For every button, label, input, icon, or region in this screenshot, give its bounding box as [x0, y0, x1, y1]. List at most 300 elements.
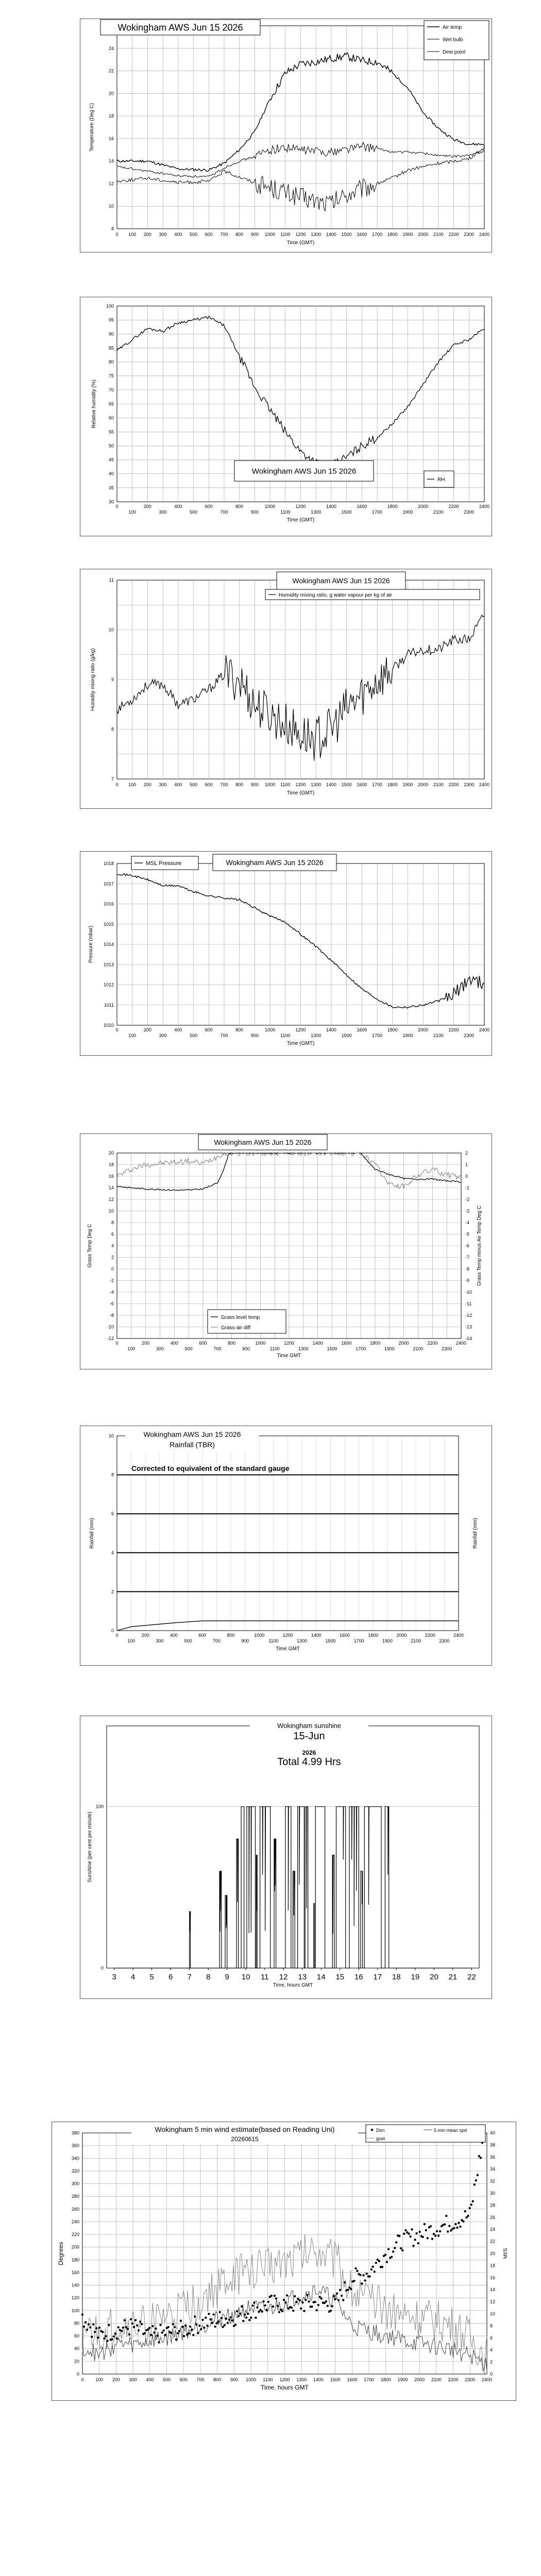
wind-series-dirn-point — [408, 2232, 410, 2234]
wind-series-dirn-point — [298, 2299, 300, 2301]
wind-xtick: 1700 — [364, 2377, 375, 2382]
wind-xtick: 600 — [179, 2377, 188, 2382]
wind-series-dirn-point — [459, 2226, 461, 2228]
wind-series-dirn-point — [419, 2231, 421, 2233]
grass-ytick: 18 — [108, 1162, 114, 1167]
rh-ytick: 30 — [108, 499, 114, 504]
wind-series-dirn-point — [333, 2295, 335, 2297]
wind-series-dirn-point — [275, 2297, 277, 2299]
wind-series-dirn-point — [464, 2210, 466, 2212]
rain-xtick-top: 200 — [141, 1633, 149, 1638]
wind-series-dirn-point — [341, 2295, 343, 2297]
pres-xtick-top: 1000 — [265, 1027, 276, 1032]
grass-xlabel: Time GMT — [277, 1353, 301, 1359]
wind-series-dirn-point — [94, 2331, 96, 2333]
pres-xtick-bottom: 2300 — [464, 1033, 475, 1038]
wind-series-dirn-point — [295, 2301, 297, 2303]
wind-series-dirn-point — [177, 2332, 179, 2334]
wind-series-dirn-point — [86, 2329, 88, 2331]
wind-ytick-right: 36 — [490, 2154, 496, 2160]
wind-series-dirn-point — [189, 2326, 191, 2328]
wind-xtick: 1300 — [296, 2377, 307, 2382]
wind-series-dirn-point — [174, 2326, 176, 2328]
wind-series-dirn-point — [164, 2334, 166, 2336]
rh-ytick: 35 — [108, 485, 114, 490]
rh-xtick-top: 2400 — [479, 504, 490, 509]
rh-xtick-top: 1600 — [357, 504, 367, 509]
rain-ytick: 2 — [111, 1589, 114, 1595]
wind-series-dirn-point — [81, 2313, 83, 2315]
mixing-ratio-chart-panel — [80, 569, 492, 809]
sun-xtick: 6 — [168, 1973, 173, 1981]
wind-series-dirn-point — [206, 2325, 208, 2327]
rain-ytick: 0 — [111, 1628, 114, 1633]
mix-ytick: 7 — [111, 776, 114, 782]
grass-ytick-right: -9 — [465, 1278, 470, 1283]
wind-series-dirn-point — [314, 2301, 316, 2303]
sun-title: Wokingham sunshine — [277, 1722, 342, 1730]
wind-ytick-right: 28 — [490, 2202, 496, 2208]
wind-series-dirn-point — [414, 2239, 416, 2241]
wind-series-dirn-point — [153, 2331, 155, 2333]
wind-series-dirn-point — [331, 2305, 333, 2307]
pres-xtick-bottom: 1900 — [402, 1033, 413, 1038]
rh-xtick-top: 2000 — [418, 504, 429, 509]
grass-ytick: 20 — [108, 1150, 114, 1156]
temp-xtick: 1600 — [357, 232, 367, 237]
sun-ylabel: Sunshine (per cent per minute) — [87, 1811, 93, 1883]
pres-xtick-bottom: 1500 — [341, 1033, 352, 1038]
grass-xtick-top: 1800 — [369, 1341, 381, 1346]
wind-series-dirn-point — [198, 2325, 200, 2327]
pres-xtick-top: 800 — [235, 1027, 244, 1032]
wind-xtick: 200 — [112, 2377, 120, 2382]
pres-ytick: 1016 — [103, 901, 114, 907]
wind-ytick-right: 32 — [490, 2178, 496, 2184]
wind-series-dirn-point — [478, 2155, 480, 2157]
rain-xtick-top: 400 — [170, 1633, 178, 1638]
wind-ytick: 280 — [71, 2194, 79, 2199]
mix-title: Wokingham AWS Jun 15 2026 — [292, 576, 390, 585]
wind-ylabel-right: MI/S — [503, 2248, 509, 2259]
temp-xlabel: Time (GMT) — [286, 240, 315, 246]
wind-series-dirn-point — [239, 2313, 241, 2315]
wind-series-dirn-point — [292, 2310, 294, 2312]
wind-series-dirn-point — [180, 2320, 182, 2322]
wind-ytick-right: 20 — [490, 2251, 496, 2256]
grass-xtick-bottom: 100 — [127, 1346, 136, 1351]
pres-ytick: 1015 — [103, 921, 114, 927]
rain-xtick-bottom: 1300 — [297, 1638, 308, 1643]
wind-series-dirn-point — [458, 2222, 460, 2224]
mix-xtick: 2300 — [464, 782, 475, 787]
temp-xtick: 1500 — [341, 232, 352, 237]
rain-xtick-bottom: 900 — [241, 1638, 249, 1643]
grass-ytick-right: -12 — [465, 1313, 472, 1318]
pres-ytick: 1018 — [103, 861, 114, 866]
wind-series-dirn-point — [474, 2183, 476, 2185]
sun-xtick: 3 — [112, 1973, 116, 1981]
mix-xtick: 200 — [143, 782, 151, 787]
wind-subtitle: 20260615 — [231, 2136, 259, 2143]
wind-title: Wokingham 5 min wind estimate(based on Reading Uni) — [155, 2125, 335, 2133]
wind-series-dirn-point — [121, 2330, 123, 2332]
wind-ytick-right: 30 — [490, 2191, 496, 2196]
wind-series-dirn-point — [181, 2326, 183, 2328]
wind-series-dirn-point — [430, 2225, 432, 2227]
rh-xtick-top: 1800 — [387, 504, 398, 509]
wind-series-dirn-point — [241, 2306, 243, 2308]
wind-series-dirn-point — [125, 2326, 127, 2328]
wind-series-dirn-point — [339, 2289, 341, 2291]
wind-series-dirn-point — [403, 2233, 405, 2235]
rh-ytick: 55 — [108, 429, 114, 435]
wind-ytick: 40 — [74, 2346, 79, 2351]
wind-series-dirn-point — [424, 2223, 426, 2225]
wind-ytick: 240 — [71, 2219, 79, 2225]
wind-series-dirn-point — [191, 2329, 193, 2331]
pres-xtick-top: 600 — [205, 1027, 213, 1032]
wind-series-dirn-point — [238, 2315, 240, 2317]
sunshine-chart-panel — [80, 1716, 492, 1999]
wind-series-dirn-point — [91, 2336, 93, 2338]
temp-xtick: 800 — [235, 232, 244, 237]
wind-ytick: 340 — [71, 2156, 79, 2161]
pres-xtick-bottom: 500 — [190, 1033, 198, 1038]
temp-xtick: 1400 — [326, 232, 336, 237]
rh-xtick-top: 1400 — [326, 504, 336, 509]
grass-ytick-right: -14 — [465, 1336, 472, 1341]
mix-ytick: 10 — [108, 627, 114, 633]
wind-series-dirn-point — [350, 2288, 352, 2290]
temp-legend-label: Wet bulb — [443, 37, 463, 43]
sun-total: Total 4.99 Hrs — [277, 1756, 341, 1768]
wind-series-dirn-point — [103, 2337, 105, 2340]
wind-series-dirn-point — [188, 2332, 190, 2334]
mix-xtick: 2200 — [448, 782, 459, 787]
rainfall-chart-panel — [80, 1426, 492, 1666]
rh-ytick: 70 — [108, 387, 114, 393]
wind-legend-label: gust — [376, 2136, 385, 2141]
wind-series-dirn-point — [387, 2248, 390, 2250]
rh-xtick-top: 0 — [115, 504, 119, 509]
rh-ytick: 60 — [108, 415, 114, 421]
grass-xtick-top: 2200 — [427, 1341, 438, 1346]
grass-ytick: -6 — [109, 1301, 114, 1307]
rain-subtitle: Rainfall (TBR) — [170, 1440, 215, 1449]
wind-ytick: 380 — [71, 2130, 79, 2136]
rh-ytick: 85 — [108, 345, 114, 351]
wind-series-dirn-point — [172, 2323, 174, 2325]
wind-series-dirn-point — [437, 2234, 439, 2236]
rh-ytick: 75 — [108, 373, 114, 379]
wind-series-dirn-point — [148, 2327, 150, 2329]
rain-xtick-bottom: 1700 — [353, 1638, 364, 1643]
wind-series-dirn-point — [244, 2314, 246, 2316]
wind-series-dirn-point — [261, 2311, 263, 2313]
rh-xtick-bottom: 100 — [128, 510, 137, 515]
temp-ytick: 18 — [108, 113, 114, 119]
wind-series-dirn-point — [448, 2225, 450, 2227]
wind-series-dirn-point — [247, 2313, 249, 2315]
wind-series-dirn-point — [284, 2301, 286, 2303]
rh-ytick: 40 — [108, 471, 114, 477]
sun-xtick: 10 — [241, 1973, 250, 1981]
wind-series-dirn-point — [133, 2326, 135, 2328]
grass-xtick-top: 2400 — [455, 1341, 467, 1346]
mix-xtick: 800 — [235, 782, 244, 787]
pressure-chart — [80, 851, 492, 1056]
temp-xtick: 300 — [159, 232, 167, 237]
rh-ytick: 80 — [108, 359, 114, 365]
wind-xtick: 0 — [81, 2377, 84, 2382]
wind-xtick: 2000 — [414, 2377, 425, 2382]
temp-xtick: 200 — [143, 232, 151, 237]
mix-xtick: 1700 — [372, 782, 383, 787]
wind-series-dirn-point — [221, 2317, 223, 2319]
mix-xtick: 1000 — [265, 782, 276, 787]
wind-ylabel: Degrees — [57, 2242, 64, 2265]
grass-ytick-right: 0 — [465, 1174, 468, 1179]
rain-xtick-top: 1600 — [339, 1633, 350, 1638]
grass-ytick: -2 — [109, 1278, 114, 1283]
wind-series-dirn-point — [356, 2270, 358, 2272]
wind-ytick-right: 8 — [490, 2323, 493, 2329]
pres-legend-label: MSL Pressure — [146, 860, 182, 867]
rain-ylabel: Rainfall (mm) — [89, 1518, 95, 1549]
pres-xtick-top: 200 — [143, 1027, 151, 1032]
rain-xtick-top: 1200 — [282, 1633, 293, 1638]
rh-xlabel: Time (GMT) — [286, 517, 315, 523]
wind-ytick: 0 — [76, 2371, 79, 2377]
wind-series-dirn-point — [256, 2307, 258, 2309]
wind-ytick: 20 — [74, 2359, 79, 2364]
pres-title: Wokingham AWS Jun 15 2026 — [226, 858, 324, 867]
temp-legend-label: Dew point — [443, 49, 466, 55]
sun-xtick: 16 — [354, 1973, 363, 1981]
wind-series-dirn-point — [436, 2230, 438, 2232]
wind-series-dirn-point — [281, 2310, 283, 2312]
wind-series-dirn-point — [409, 2235, 411, 2238]
sun-xtick: 12 — [279, 1973, 288, 1981]
wind-series-dirn-point — [214, 2326, 216, 2328]
pres-xtick-top: 1800 — [387, 1027, 398, 1032]
wind-series-dirn-point — [228, 2318, 230, 2320]
mix-ytick: 8 — [111, 726, 114, 732]
grass-ytick: 14 — [108, 1185, 114, 1191]
wind-series-dirn-point — [211, 2322, 213, 2324]
rain-xtick-bottom: 1100 — [268, 1638, 279, 1643]
wind-xtick: 2100 — [431, 2377, 442, 2382]
rainfall-chart — [80, 1426, 492, 1666]
rain-xtick-top: 800 — [227, 1633, 235, 1638]
wind-series-dirn-point — [392, 2250, 394, 2252]
wind-series-dirn-point — [456, 2227, 458, 2229]
rain-xtick-bottom: 100 — [127, 1638, 136, 1643]
wind-series-dirn-point — [255, 2317, 257, 2319]
grass-temp-chart-panel — [80, 1133, 492, 1369]
rh-xtick-bottom: 1900 — [402, 510, 413, 515]
wind-series-dirn-point — [375, 2262, 377, 2264]
wind-series-dirn-point — [217, 2320, 219, 2323]
temp-xtick: 2400 — [479, 232, 490, 237]
temp-xtick: 2200 — [448, 232, 459, 237]
wind-series-dirn-point — [470, 2204, 472, 2206]
wind-xtick: 1100 — [263, 2377, 273, 2382]
wind-series-dirn-point — [294, 2295, 296, 2297]
wind-series-dirn-point — [370, 2268, 373, 2270]
wind-series-dirn-point — [161, 2331, 163, 2333]
wind-series-dirn-point — [102, 2331, 104, 2333]
grass-ytick-right: -7 — [465, 1255, 470, 1260]
temp-ytick: 12 — [108, 181, 114, 187]
grass-xtick-top: 0 — [115, 1341, 119, 1346]
wind-xtick: 800 — [213, 2377, 222, 2382]
wind-ytick-right: 10 — [490, 2311, 496, 2316]
rain-xtick-top: 2400 — [453, 1633, 464, 1638]
wind-series-dirn-point — [277, 2305, 279, 2307]
wind-xtick: 2300 — [465, 2377, 476, 2382]
wind-series-dirn-point — [274, 2295, 276, 2297]
temp-xtick: 700 — [220, 232, 228, 237]
pres-ytick: 1012 — [103, 982, 114, 988]
pres-ytick: 1011 — [104, 1002, 114, 1008]
rh-ytick: 45 — [108, 457, 114, 463]
wind-series-dirn-point — [194, 2315, 196, 2317]
wind-series-dirn-point — [253, 2301, 255, 2303]
wind-series-dirn-point — [286, 2294, 288, 2296]
wind-series-dirn-point — [175, 2338, 177, 2341]
wind-series-dirn-point — [353, 2280, 355, 2282]
wind-series-dirn-point — [400, 2247, 402, 2249]
wind-series-dirn-point — [222, 2326, 224, 2328]
wind-series-dirn-point — [251, 2304, 253, 2307]
wind-series-dirn-point — [278, 2311, 280, 2313]
grass-xtick-bottom: 1700 — [356, 1346, 366, 1351]
grass-ytick-right: 2 — [465, 1150, 468, 1156]
wind-series-dirn-point — [242, 2320, 244, 2322]
rh-xtick-bottom: 2100 — [433, 510, 444, 515]
grass-ytick: 0 — [111, 1266, 114, 1272]
wind-series-dirn-point — [88, 2324, 90, 2326]
wind-series-dirn-point — [156, 2334, 158, 2336]
temp-xtick: 2000 — [418, 232, 429, 237]
grass-title: Wokingham AWS Jun 15 2026 — [214, 1138, 312, 1146]
wind-series-dirn-point — [306, 2294, 308, 2296]
temp-ytick: 22 — [108, 68, 114, 74]
wind-series-dirn-point — [89, 2326, 91, 2328]
grass-ytick-right: -11 — [465, 1301, 472, 1307]
wind-series-dirn-point — [98, 2327, 100, 2329]
grass-xtick-top: 1200 — [283, 1341, 295, 1346]
wind-series-dirn-point — [128, 2333, 130, 2335]
wind-series-dirn-point — [159, 2324, 161, 2326]
grass-ytick: 4 — [111, 1243, 114, 1248]
temp-ytick: 24 — [108, 45, 114, 51]
wind-series-dirn-point — [167, 2326, 170, 2328]
pres-xtick-top: 1200 — [295, 1027, 306, 1032]
wind-series-dirn-point — [112, 2335, 114, 2337]
wind-series-dirn-point — [311, 2306, 313, 2308]
wind-ytick-right: 26 — [490, 2214, 496, 2220]
wind-ytick-right: 2 — [490, 2359, 493, 2365]
rain-xtick-top: 2200 — [425, 1633, 435, 1638]
wind-series-dirn-point — [212, 2313, 214, 2315]
wind-ytick-right: 34 — [490, 2166, 496, 2172]
wind-series-dirn-point — [234, 2324, 236, 2326]
mix-xtick: 1900 — [402, 782, 413, 787]
sun-subtitle: 15-Jun — [293, 1731, 325, 1742]
mix-xtick: 2000 — [418, 782, 429, 787]
grass-xtick-bottom: 1100 — [269, 1346, 280, 1351]
wind-xtick: 300 — [129, 2377, 137, 2382]
pres-ylabel: Pressure (mbar) — [88, 925, 94, 963]
rh-xtick-bottom: 1500 — [341, 510, 352, 515]
wind-ytick: 260 — [71, 2206, 79, 2212]
wind-series-dirn-point — [315, 2309, 317, 2311]
wind-series-dirn-point — [92, 2324, 94, 2326]
wind-series-dirn-point — [208, 2313, 210, 2315]
wind-series-dirn-point — [245, 2316, 247, 2318]
sun-xtick: 14 — [316, 1973, 326, 1981]
sun-ytick: 0 — [100, 1965, 104, 1971]
temp-xtick: 1000 — [265, 232, 276, 237]
grass-xtick-top: 2000 — [398, 1341, 409, 1346]
pres-xtick-top: 2200 — [448, 1027, 459, 1032]
humidity-chart-panel — [80, 297, 492, 536]
sun-year: 2026 — [302, 1749, 316, 1756]
wind-series-dirn-point — [325, 2300, 327, 2302]
grass-ytick-right: -1 — [465, 1185, 470, 1191]
wind-series-dirn-point — [372, 2266, 374, 2268]
mix-xtick: 1200 — [295, 782, 306, 787]
pres-xtick-top: 1400 — [326, 1027, 336, 1032]
grass-ytick-right: -3 — [465, 1208, 470, 1214]
wind-series-dirn-point — [291, 2307, 293, 2309]
grass-xtick-bottom: 1500 — [327, 1346, 337, 1351]
wind-series-dirn-point — [151, 2325, 154, 2327]
wind-series-dirn-point — [136, 2324, 138, 2326]
grass-xtick-top: 400 — [170, 1341, 178, 1346]
rh-xtick-top: 400 — [174, 504, 182, 509]
pres-xtick-bottom: 1100 — [280, 1033, 291, 1038]
mix-xtick: 1800 — [387, 782, 398, 787]
sun-xtick: 20 — [430, 1973, 438, 1981]
wind-series-dirn-point — [150, 2334, 152, 2336]
rain-xtick-top: 600 — [198, 1633, 207, 1638]
mix-legend-label: Humidity mixing ratio, g water vapour per kg of air — [279, 592, 393, 598]
temp-xtick: 1300 — [311, 232, 322, 237]
sun-xlabel: Time, hours GMT — [273, 1982, 313, 1988]
wind-ytick-right: 6 — [490, 2335, 493, 2341]
wind-series-dirn-point — [122, 2327, 124, 2329]
temp-xtick: 1200 — [295, 232, 306, 237]
mix-xtick: 900 — [250, 782, 259, 787]
wind-series-dirn-point — [225, 2317, 227, 2319]
wind-series-dirn-point — [359, 2274, 361, 2276]
wind-series-dirn-point — [184, 2325, 187, 2327]
rain-xtick-bottom: 1900 — [382, 1638, 393, 1643]
wind-ytick: 100 — [71, 2308, 79, 2313]
temp-ytick: 10 — [108, 204, 114, 209]
wind-series-dirn-point — [203, 2327, 205, 2329]
grass-temp-chart — [80, 1133, 492, 1369]
wind-series-dirn-point — [250, 2316, 252, 2318]
wind-series-dirn-point — [364, 2279, 366, 2281]
mix-xtick: 500 — [190, 782, 198, 787]
sun-xtick: 15 — [335, 1973, 345, 1981]
temp-xtick: 500 — [190, 232, 198, 237]
